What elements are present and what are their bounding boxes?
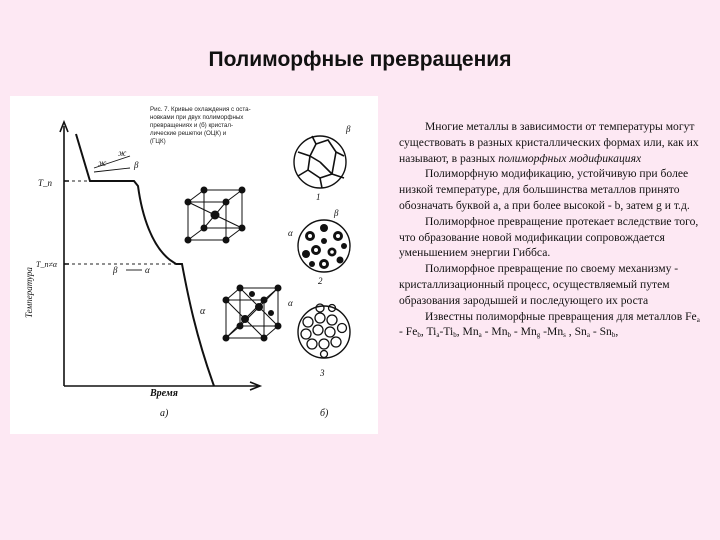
paragraph-3: Полиморфное превращение протекает вследствие того, что образование новой модификации сопровождается уменьшением энергии Гиббса. [399,214,699,260]
slide-title: Полиморфные превращения [208,48,512,71]
axes [60,122,260,390]
micro-1-phase: β [346,124,351,134]
liquid-label-1: ж [118,148,127,158]
paragraph-4: Полиморфное превращение по своему механизму - кристаллизационный процесс, осуществляемый путем образования зародышей и последующего их роста [399,262,679,307]
caption-line-5: (ГЦК) [150,138,166,145]
dashed-lines [66,181,180,264]
caption-line-2: новками при двух полиморфных [150,114,244,121]
phase-annotations [94,156,142,270]
micro-2-alpha: α [288,228,293,238]
microstructure-3 [298,304,350,358]
y-axis-label: Температура [24,267,34,318]
x-axis-label: Время [150,388,178,399]
micro-3-phase: α [288,298,293,308]
bcc-lattice-icon [185,187,245,243]
arrow-line-2 [94,168,130,172]
caption-line-3: превращениях и (б) кристал- [150,122,234,129]
cooling-curve-figure [10,96,378,434]
micro-1-number: 1 [316,192,321,202]
paragraph-5: Известны полиморфные превращения для металлов $Fe_a - Fe_b$, $Ti_a-Ti_b$, $Mn_a - Mn_b - Mn_g$ $-Mn_s$ , $Sn_a - Sn_b$, [399,309,700,340]
bcc-front-face [188,202,226,240]
micro-2-number: 2 [318,276,323,286]
microstructure-2 [298,220,350,272]
liquid-label-2: ж [98,158,107,168]
alpha-label-1: α [145,265,150,275]
figure-caption [150,106,251,145]
panel-a-label: а) [160,408,169,419]
paragraph-1-emphasis: полиморфных модификациях [498,151,642,165]
panel-b-label: б) [320,408,329,419]
beta-label-1: β [134,160,139,170]
tpz-label: T_п≠α [36,260,58,269]
paragraph-1 [399,119,704,166]
alpha-curve-label: α [200,306,206,317]
micro-2-beta: β [334,208,339,218]
caption-line-1: Рис. 7. Кривые охлаждения с оста- [150,106,251,113]
tn-label: T_п [38,178,53,188]
figure-svg [10,96,378,434]
paragraph-1-text: Многие металлы в зависимости от температуры могут существовать в разных кристаллических формах или, как их называют, в разных [399,120,699,165]
bcc-back-face [204,190,242,228]
microstructure-1 [294,136,346,188]
caption-line-4: лические решетки (ОЦК) и [150,130,227,137]
beta-label-2: β [113,265,118,275]
fcc-lattice-icon [223,285,281,341]
paragraph-2: Полиморфную модификацию, устойчивую при более низкой температуре, для большинства металлов принято обозначать буквой а, а при более высокой - b, затем g и т.д. [399,167,690,212]
body-text [399,119,704,340]
micro-3-number: 3 [320,368,325,378]
